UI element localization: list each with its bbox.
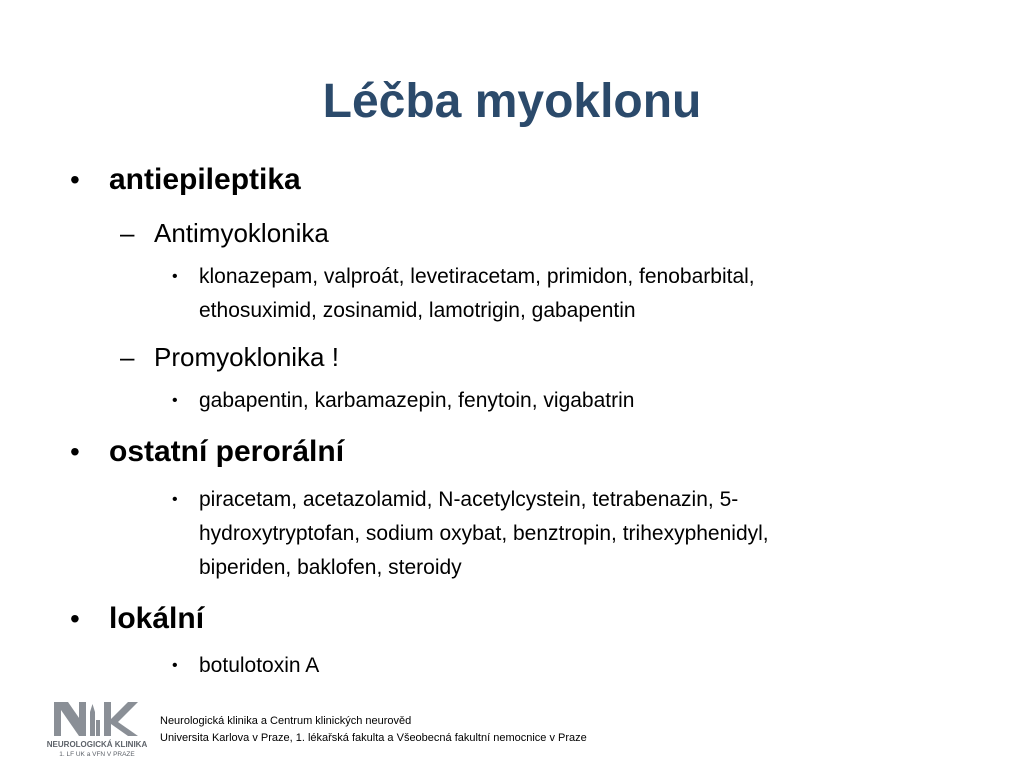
bullet-level1: •: [70, 164, 80, 195]
bullet-level1: •: [70, 436, 80, 467]
section-heading-antiepileptika: antiepileptika: [109, 163, 301, 196]
bullet-level3: •: [172, 491, 178, 508]
footer-line-2: Universita Karlova v Praze, 1. lékařská fakulta a Všeobecná fakultní nemocnice v Praze: [160, 732, 587, 744]
bullet-level3: •: [172, 392, 178, 409]
logo-subtitle: 1. LF UK a VFN V PRAZE: [59, 751, 135, 758]
list-item: biperiden, baklofen, steroidy: [199, 556, 462, 579]
footer-line-1: Neurologická klinika a Centrum klinických neurověd: [160, 715, 412, 727]
bullet-level1: •: [70, 603, 80, 634]
footer: [160, 713, 587, 747]
subheading-antimyoklonika: Antimyoklonika: [154, 218, 329, 248]
bullet-level3: •: [172, 657, 178, 674]
slide-title: Léčba myoklonu: [322, 75, 702, 128]
bullet-level3: •: [172, 268, 178, 285]
list-item: gabapentin, karbamazepin, fenytoin, vigabatrin: [199, 389, 635, 412]
list-item: hydroxytryptofan, sodium oxybat, benztropin, trihexyphenidyl,: [199, 522, 769, 545]
list-item: ethosuximid, zosinamid, lamotrigin, gabapentin: [199, 299, 636, 322]
list-item: klonazepam, valproát, levetiracetam, primidon, fenobarbital,: [199, 265, 755, 288]
section-heading-ostatni-peroralni: ostatní perorální: [109, 435, 345, 468]
list-item: piracetam, acetazolamid, N-acetylcystein, tetrabenazin, 5-: [199, 488, 739, 511]
list-item: botulotoxin A: [199, 654, 320, 677]
logo-name: NEUROLOGICKÁ KLINIKA: [46, 740, 148, 749]
bullet-level2: –: [120, 342, 135, 372]
neurologicka-klinika-logo: [46, 698, 148, 760]
bullet-level2: –: [120, 218, 135, 248]
section-heading-lokalni: lokální: [109, 602, 205, 635]
subheading-promyoklonika: Promyoklonika !: [154, 342, 339, 372]
